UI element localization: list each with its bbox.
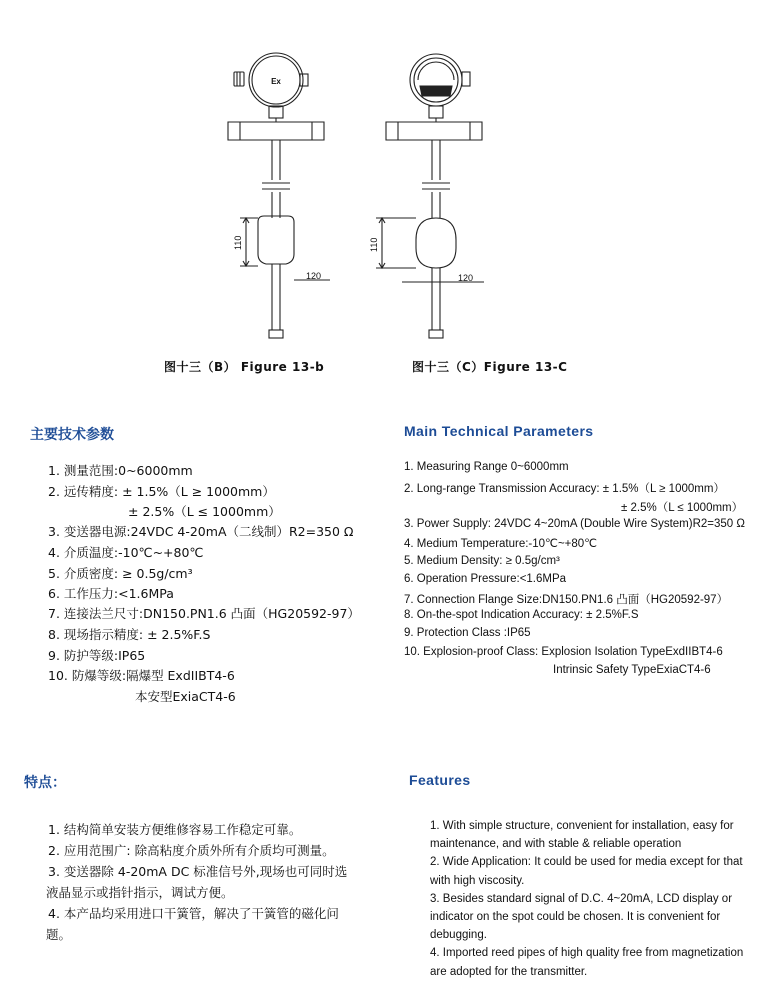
list-item: 2. 应用范围广: 除高粘度介质外所有介质均可测量。 [48,843,335,858]
list-item: 液晶显示或指针指示，调试方便。 [46,885,234,900]
list-item: 8. 现场指示精度: ± 2.5%F.S [48,627,211,642]
list-item: maintenance, and with stable & reliable operation [430,838,682,851]
params-en-title: Main Technical Parameters [404,423,594,439]
list-item: 7. 连接法兰尺寸:DN150.PN1.6 凸面（HG20592-97） [48,606,360,621]
list-item: 4. Imported reed pipes of high quality free from magnetization [430,947,744,960]
features-en-list [430,817,770,981]
dim-height-c: 110 [369,237,379,252]
list-item: 1. With simple structure, convenient for installation, easy for [430,820,734,832]
list-item: 3. Besides standard signal of D.C. 4~20mA, LCD display or [430,892,733,905]
figure-13b-drawing [200,50,350,345]
list-item: 10. 防爆等级:隔爆型 ExdIIBT4-6 [48,668,235,683]
list-item: 2. 远传精度: ± 1.5%（L ≥ 1000mm） [48,484,275,499]
list-item: 5. Medium Density: ≥ 0.5g/cm³ [404,555,560,567]
figure-13c-drawing [362,50,512,345]
list-item: 6. Operation Pressure:<1.6MPa [404,573,567,585]
list-item: 5. 介质密度: ≥ 0.5g/cm³ [48,566,193,581]
list-item: with high viscosity. [430,874,525,887]
list-item: 10. Explosion-proof Class: Explosion Isolation TypeExdIIBT4-6 [404,646,723,658]
list-item: 7. Connection Flange Size:DN150.PN1.6 凸面（HG20592-97） [404,594,729,606]
list-item: 8. On-the-spot Indication Accuracy: ± 2.5%F.S [404,609,639,621]
list-item: 4. Medium Temperature:-10℃~+80℃ [404,538,598,550]
list-item: ± 2.5%（L ≤ 1000mm） [128,504,281,519]
figure-13b-caption: 图十三（B） Figure 13-b [164,360,325,374]
list-item: 4. 介质温度:-10℃~+80℃ [48,545,204,560]
list-item: 3. 变送器除 4-20mA DC 标准信号外,现场也可同时选 [48,864,348,879]
housing-label: Ex [271,77,281,86]
features-cn-list [48,819,388,945]
list-item: 2. Long-range Transmission Accuracy: ± 1.5%（L ≥ 1000mm） [404,483,725,495]
features-en-title: Features [409,772,471,788]
list-item: 3. 变送器电源:24VDC 4-20mA（二线制）R2=350 Ω [48,524,354,539]
list-item: 1. Measuring Range 0~6000mm [404,461,569,473]
list-item: 本安型ExiaCT4-6 [135,689,236,704]
list-item: 4. 本产品均采用进口干簧管，解决了干簧管的磁化问 [48,906,339,921]
list-item: are adopted for the transmitter. [430,965,588,978]
params-cn-title: 主要技术参数 [30,427,114,443]
list-item: 6. 工作压力:<1.6MPa [48,586,174,601]
list-item: debugging. [430,929,487,942]
list-item: 题。 [46,927,72,942]
list-item: Intrinsic Safety TypeExiaCT4-6 [553,664,711,676]
list-item: 9. Protection Class :IP65 [404,627,531,639]
list-item: ± 2.5%（L ≤ 1000mm） [621,502,744,514]
figure-13c-caption: 图十三（C）Figure 13-C [412,360,568,374]
list-item: indicator on the spot could be chosen. It is convenient for [430,911,721,924]
dim-height-b: 110 [233,235,243,250]
dim-diameter-b: 120 [306,271,322,281]
list-item: 2. Wide Application: It could be used for media except for that [430,856,743,869]
list-item: 3. Power Supply: 24VDC 4~20mA (Double Wire System)R2=350 Ω [404,518,745,530]
list-item: 1. 结构简单安装方便维修容易工作稳定可靠。 [48,822,302,837]
list-item: 1. 测量范围:0~6000mm [48,463,193,478]
dim-diameter-c: 120 [458,273,474,283]
list-item: 9. 防护等级:IP65 [48,648,146,663]
features-cn-title: 特点： [24,775,66,791]
